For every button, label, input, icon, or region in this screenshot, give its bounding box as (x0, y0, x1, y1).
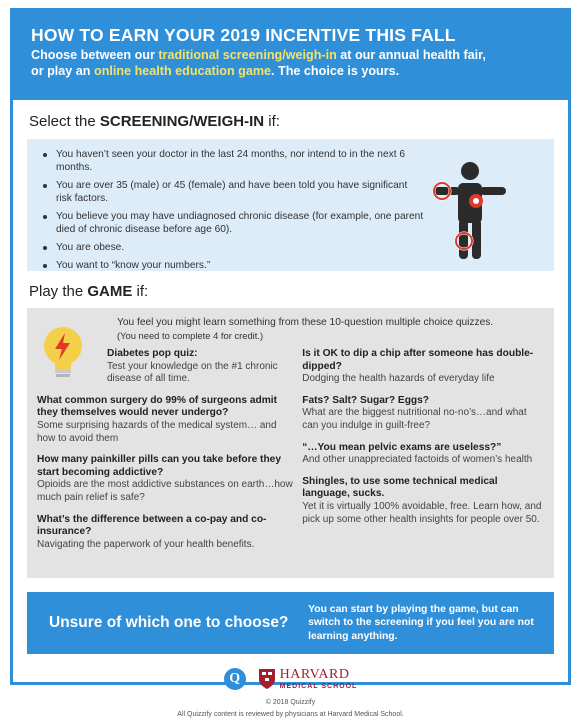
intro-part-4: . The choice is yours. (271, 64, 400, 78)
harvard-wordmark (280, 668, 358, 691)
game-criteria-box (27, 308, 554, 578)
quiz-item (302, 348, 544, 386)
intro-highlight-screening: traditional screening/weigh-in (158, 48, 337, 62)
quiz-title: Diabetes pop quiz: (107, 348, 198, 359)
game-intro-sub: (You need to complete 4 for credit.) (117, 330, 264, 341)
review-note: All Quizzify content is reviewed by physicians at Harvard Medical School. (177, 711, 404, 718)
intro-part-1: Choose between our (31, 48, 159, 62)
screening-heading-bold: SCREENING/WEIGH-IN (99, 113, 265, 130)
list-item: You believe you may have undiagnosed chronic disease (for example, one parent died of chronic disease before age 60). (41, 210, 424, 236)
list-item: You haven’t seen your doctor in the last 24 months, nor intend to in the next 6 months. (41, 148, 424, 174)
human-body-icon (428, 161, 512, 261)
screening-heading-pre: Select the (29, 113, 100, 130)
quiz-column-right (302, 348, 544, 560)
screening-list (41, 148, 424, 272)
intro-part-3: or play an (31, 64, 94, 78)
screening-criteria-box (27, 139, 554, 271)
harvard-logo (258, 668, 358, 691)
screening-heading (13, 113, 568, 131)
quiz-item (302, 395, 544, 433)
quiz-desc: Dodging the health hazards of everyday life (302, 373, 495, 385)
quiz-desc: What are the biggest nutritional no-no’s…and what can you indulge in guilt-free? (302, 407, 527, 431)
header-banner (13, 11, 568, 100)
cta-question: Unsure of which one to choose? (49, 614, 289, 631)
harvard-name: HARVARD (279, 666, 350, 682)
quizzify-logo-icon: Q (224, 668, 246, 690)
quiz-item (37, 395, 294, 445)
quiz-desc: Navigating the paperwork of your health benefits. (37, 538, 255, 550)
quiz-title: Is it OK to dip a chip after someone has double-dipped? (302, 348, 534, 372)
quiz-item (302, 476, 544, 526)
game-intro-text: You feel you might learn something from these 10-question multiple choice quizzes. (117, 317, 494, 328)
quiz-title: How many painkiller pills can you take before they start becoming addictive? (37, 454, 282, 478)
game-heading (13, 283, 568, 301)
quiz-columns (37, 348, 544, 560)
list-item: You want to “know your numbers.” (41, 259, 424, 272)
screening-heading-post: if: (264, 113, 280, 130)
logo-row (13, 662, 568, 696)
game-intro (117, 316, 544, 342)
footer (13, 662, 568, 720)
quiz-desc: Some surprising hazards of the medical system… and how to avoid them (37, 419, 277, 444)
intro-text (31, 47, 550, 79)
copyright: © 2018 Quizzify (265, 699, 316, 706)
lightbulb-icon (41, 326, 85, 380)
quiz-title: What common surgery do 99% of surgeons admit they themselves would never undergo? (37, 394, 278, 419)
quiz-title: Shingles, to use some technical medical language, sucks. (302, 475, 498, 500)
harvard-sub: MEDICAL SCHOOL (279, 682, 358, 690)
quiz-title: “…You mean pelvic exams are useless?” (302, 441, 502, 453)
intro-highlight-game: online health education game (94, 64, 272, 78)
cta-answer: You can start by playing the game, but can switch to the screening if you feel you are not learning anything. (308, 603, 534, 642)
game-heading-bold: GAME (87, 283, 133, 300)
intro-part-2: at our annual health fair, (336, 48, 486, 62)
quiz-item (302, 442, 544, 467)
quiz-title: Fats? Salt? Sugar? Eggs? (302, 394, 430, 406)
quiz-desc: Yet it is virtually 100% avoidable, free. Learn how, and pick up some other health insights for people over 50. (302, 500, 542, 525)
game-heading-pre: Play the (29, 283, 88, 300)
quiz-item (37, 454, 294, 504)
quiz-desc: Test your knowledge on the #1 chronic disease of all time. (107, 360, 278, 385)
flyer (10, 8, 571, 718)
list-item: You are obese. (41, 241, 424, 254)
quiz-desc: And other unappreciated factoids of women’s health (302, 454, 533, 466)
quiz-desc: Opioids are the most addictive substances on earth…how much pain relief is safe? (37, 479, 293, 503)
quiz-item (37, 514, 294, 552)
quiz-title: What’s the difference between a co-pay and co-insurance? (37, 513, 267, 538)
quiz-item (107, 348, 294, 386)
list-item: You are over 35 (male) or 45 (female) and have been told you have significant risk factors. (41, 179, 424, 205)
cta-banner (27, 592, 554, 654)
game-heading-post: if: (132, 283, 149, 300)
page-title: HOW TO EARN YOUR 2019 INCENTIVE THIS FALL (31, 25, 456, 45)
harvard-shield-icon (258, 668, 276, 690)
